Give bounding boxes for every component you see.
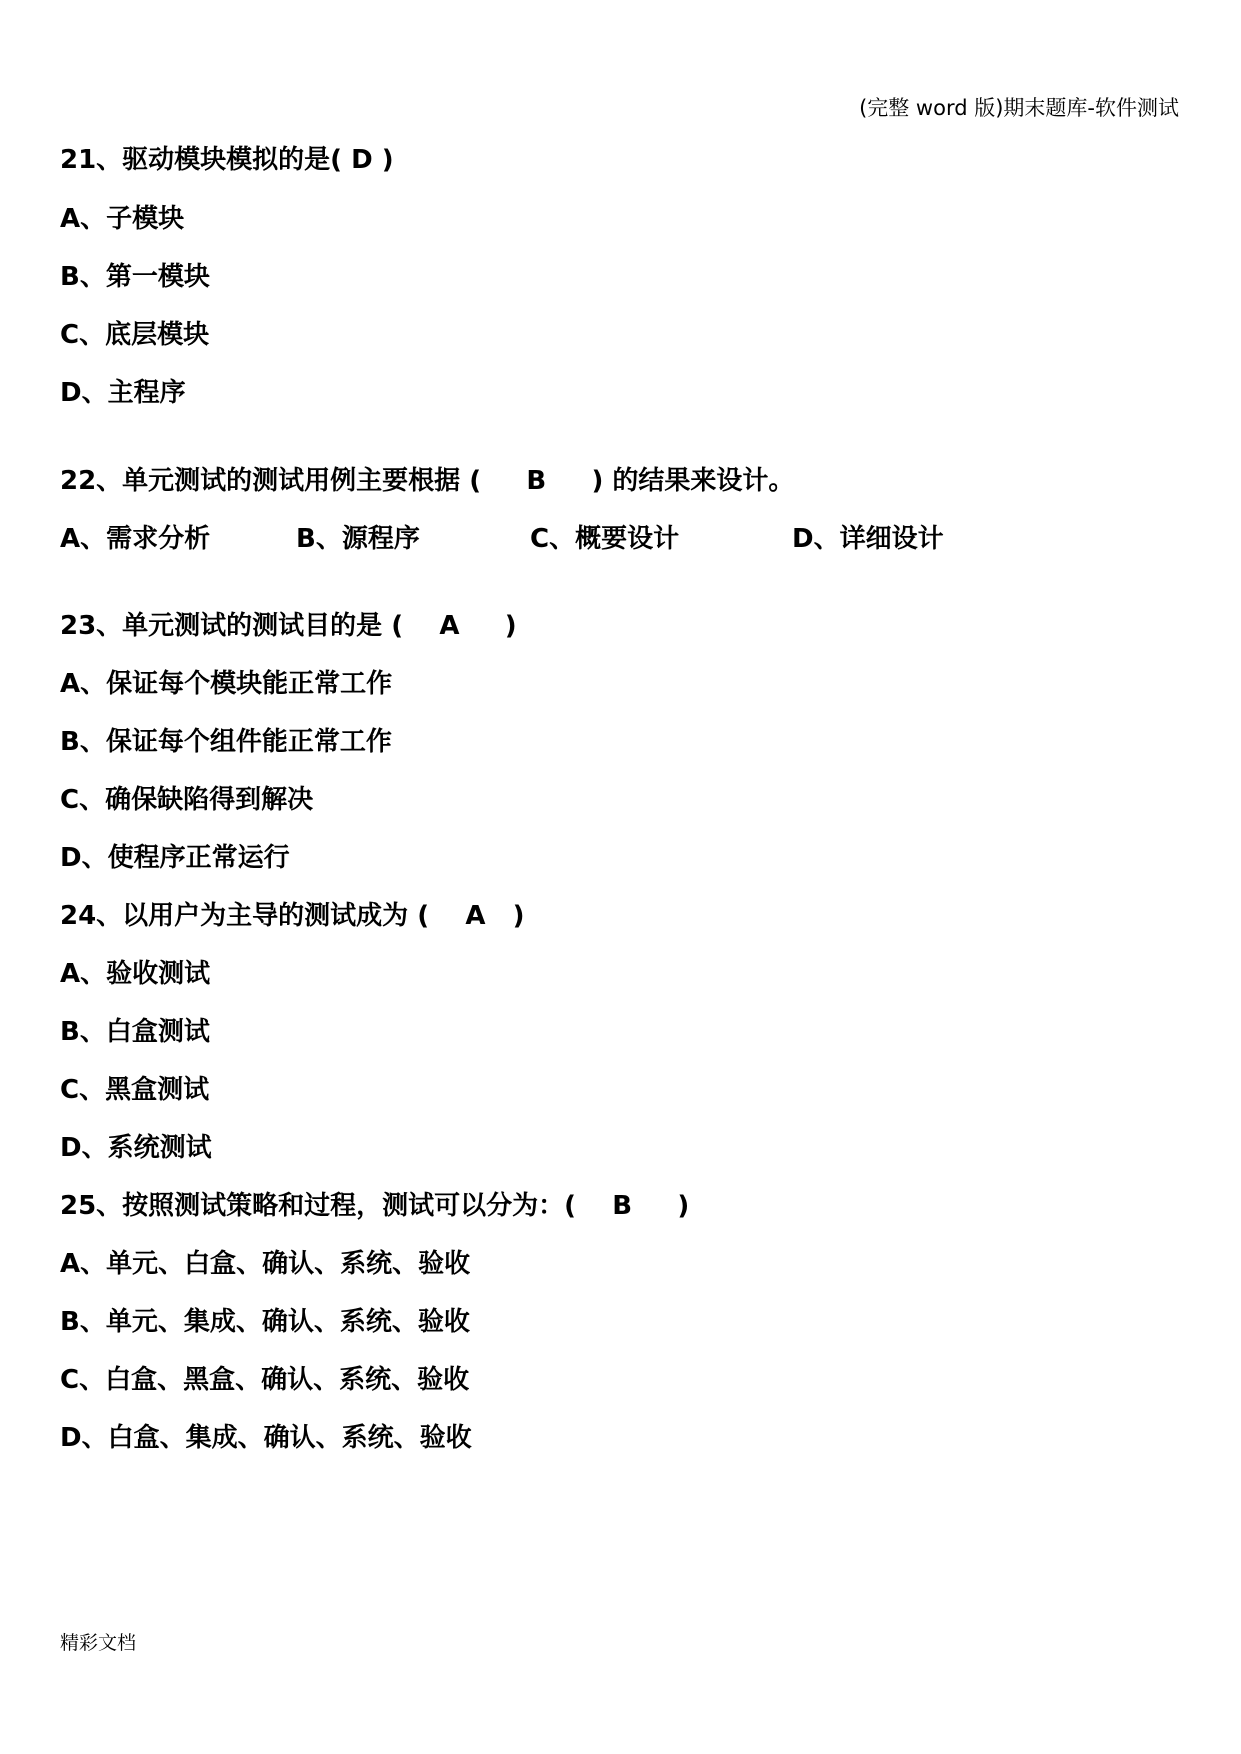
page-footer-text: 精彩文档: [60, 1632, 137, 1654]
question-stem: 24、以用户为主导的测试成为 ( A ): [60, 901, 525, 931]
question-stem: 21、驱动模块模拟的是( D ): [60, 145, 394, 175]
page-header-title: (完整 word 版)期末题库-软件测试: [859, 96, 1179, 120]
option-b: B、单元、集成、确认、系统、验收: [60, 1307, 470, 1337]
option-a: A、需求分析: [60, 524, 211, 554]
option-d: D、主程序: [60, 378, 186, 408]
option-d: D、详细设计: [792, 524, 944, 554]
option-d: D、白盒、集成、确认、系统、验收: [60, 1423, 472, 1453]
option-c: C、底层模块: [60, 320, 210, 350]
option-b: B、第一模块: [60, 262, 210, 292]
option-c: C、概要设计: [530, 524, 680, 554]
option-d: D、系统测试: [60, 1133, 212, 1163]
question-stem: 22、单元测试的测试用例主要根据 ( B ) 的结果来设计。: [60, 466, 795, 496]
option-a: A、保证每个模块能正常工作: [60, 669, 393, 699]
option-a: A、验收测试: [60, 959, 211, 989]
option-b: B、源程序: [296, 524, 420, 554]
question-stem: 23、单元测试的测试目的是 ( A ): [60, 611, 517, 641]
option-c: C、黑盒测试: [60, 1075, 210, 1105]
option-c: C、白盒、黑盒、确认、系统、验收: [60, 1365, 470, 1395]
option-b: B、白盒测试: [60, 1017, 210, 1047]
option-b: B、保证每个组件能正常工作: [60, 727, 392, 757]
option-d: D、使程序正常运行: [60, 843, 290, 873]
question-stem: 25、按照测试策略和过程，测试可以分为：( B ): [60, 1191, 690, 1221]
option-a: A、单元、白盒、确认、系统、验收: [60, 1249, 471, 1279]
option-a: A、子模块: [60, 204, 185, 234]
option-c: C、确保缺陷得到解决: [60, 785, 314, 815]
